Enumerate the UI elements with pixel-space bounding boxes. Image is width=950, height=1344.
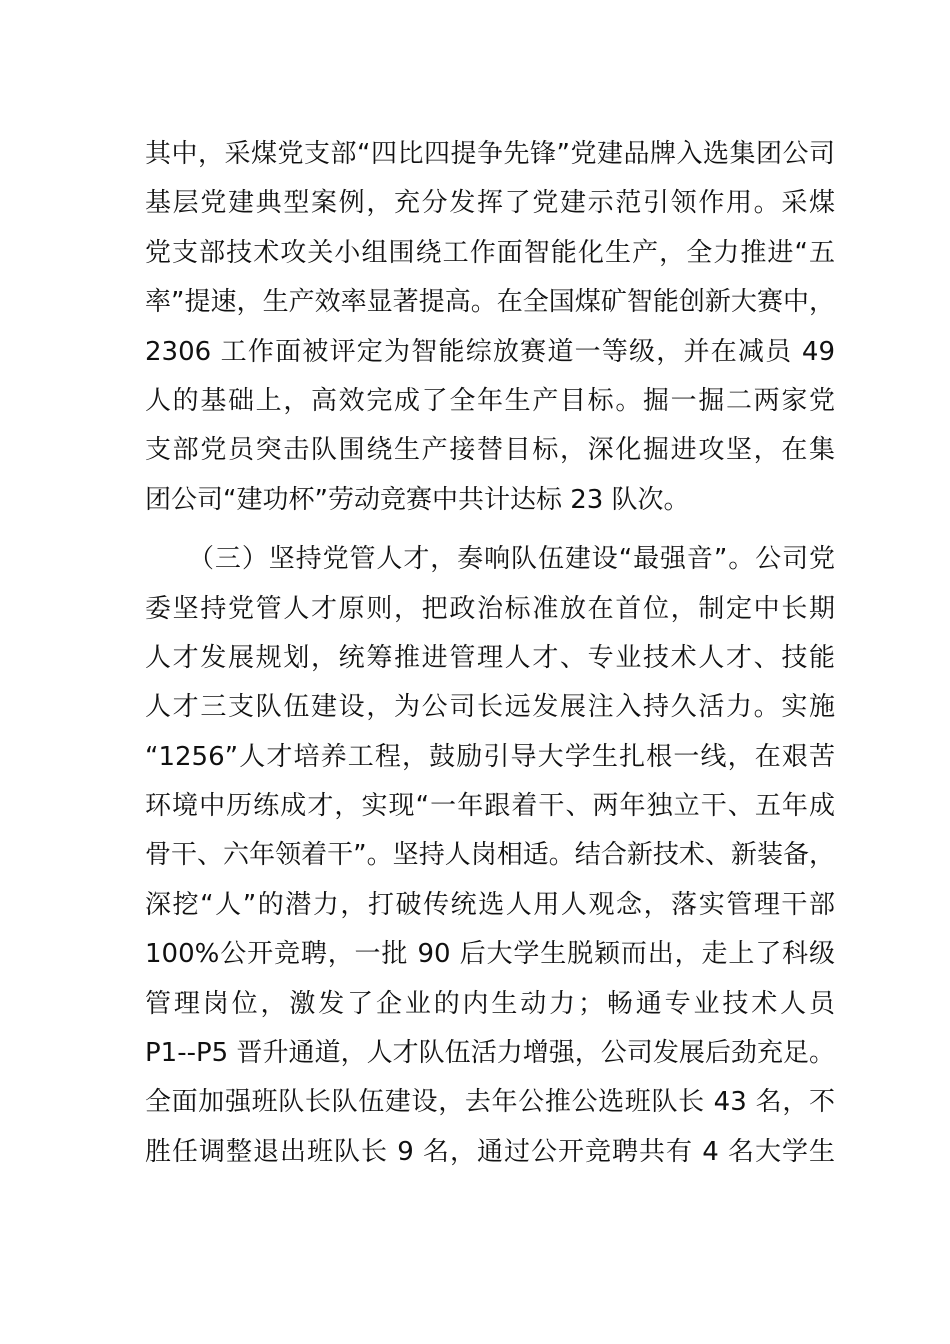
text-line: 基层党建典型案例，充分发挥了党建示范引领作用。采煤 bbox=[145, 188, 835, 219]
text-line: P1--P5 晋升通道，人才队伍活力增强，公司发展后劲充足。 bbox=[145, 1038, 835, 1069]
paragraph-2 bbox=[145, 535, 835, 1177]
text-line: 胜任调整退出班队长 9 名，通过公开竞聘共有 4 名大学生 bbox=[145, 1136, 835, 1167]
text-line: 支部党员突击队围绕生产接替目标，深化掘进攻坚，在集 bbox=[145, 435, 835, 466]
text-line: 党支部技术攻关小组围绕工作面智能化生产，全力推进“五 bbox=[145, 237, 835, 268]
paragraph-spacer bbox=[145, 525, 835, 535]
text-line: 团公司“建功杯”劳动竞赛中共计达标 23 队次。 bbox=[145, 484, 690, 515]
text-line: 管理岗位，激发了企业的内生动力；畅通专业技术人员 bbox=[145, 988, 835, 1019]
text-line: 率”提速，生产效率显著提高。在全国煤矿智能创新大赛中， bbox=[145, 287, 835, 318]
body-text bbox=[145, 130, 835, 1177]
text-line: 委坚持党管人才原则，把政治标准放在首位，制定中长期 bbox=[145, 593, 835, 624]
text-line: 骨干、六年领着干”。坚持人岗相适。结合新技术、新装备， bbox=[145, 840, 835, 871]
text-line: 人才三支队伍建设，为公司长远发展注入持久活力。实施 bbox=[145, 692, 835, 723]
text-line: 2306 工作面被评定为智能综放赛道一等级，并在减员 49 bbox=[145, 336, 835, 367]
text-line: “1256”人才培养工程，鼓励引导大学生扎根一线，在艰苦 bbox=[145, 741, 835, 772]
text-line: 100%公开竞聘，一批 90 后大学生脱颖而出，走上了科级 bbox=[145, 939, 835, 970]
text-line: （三）坚持党管人才，奏响队伍建设“最强音”。公司党 bbox=[188, 544, 835, 575]
text-line: 其中，采煤党支部“四比四提争先锋”党建品牌入选集团公司 bbox=[145, 139, 835, 169]
paragraph-1 bbox=[145, 130, 835, 525]
text-line: 人的基础上，高效完成了全年生产目标。掘一掘二两家党 bbox=[145, 385, 835, 416]
text-line: 环境中历练成才，实现“一年跟着干、两年独立干、五年成 bbox=[145, 791, 835, 822]
text-line: 深挖“人”的潜力，打破传统选人用人观念，落实管理干部 bbox=[145, 889, 835, 920]
text-line: 全面加强班队长队伍建设，去年公推公选班队长 43 名，不 bbox=[145, 1087, 835, 1118]
text-line: 人才发展规划，统筹推进管理人才、专业技术人才、技能 bbox=[145, 642, 835, 673]
